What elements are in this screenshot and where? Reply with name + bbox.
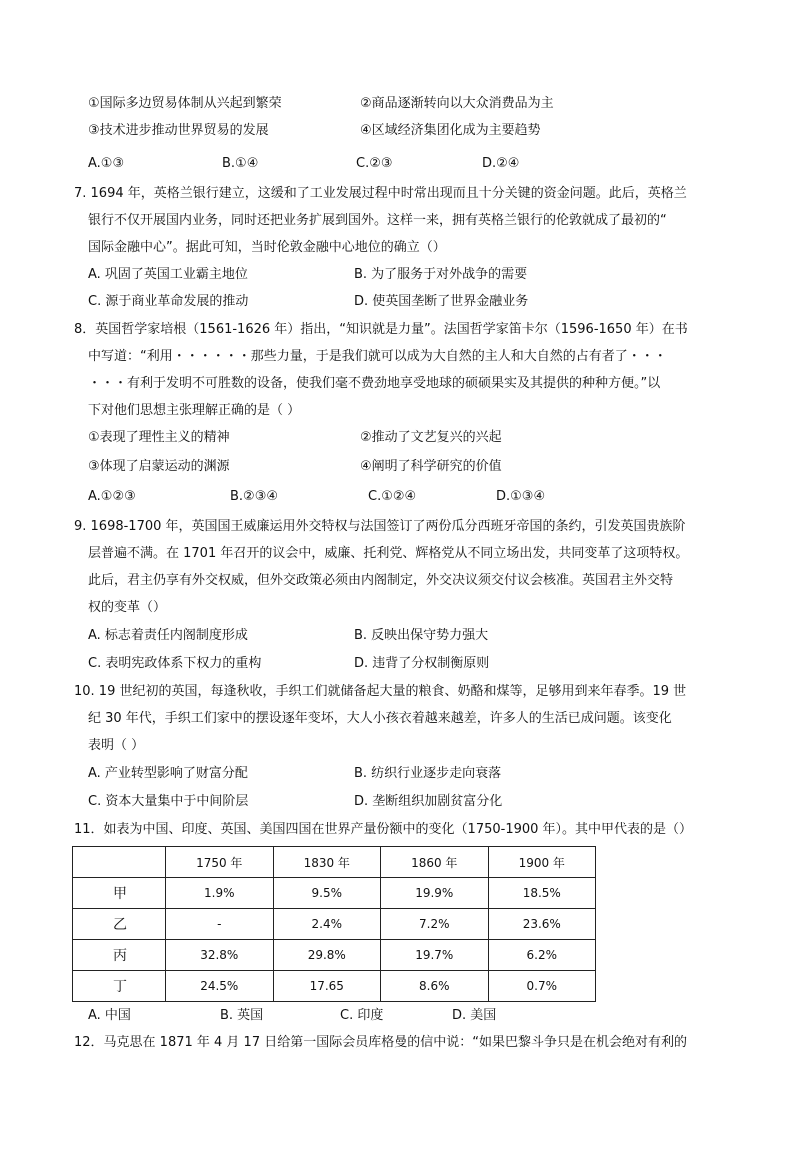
q9-line-3: 此后，君主仍享有外交权威，但外交政策必须由内阁制定，外交决议须交付议会核准。英国君主外交特 xyxy=(88,573,674,588)
q8-choice-b: B.②③④ xyxy=(230,489,279,504)
q6-item-1: ①国际多边贸易体制从兴起到繁荣 xyxy=(88,96,282,111)
q6-choice-d: D.②④ xyxy=(482,156,520,171)
table-cell: 19.7% xyxy=(381,940,489,971)
q10-choice-d: D. 垄断组织加剧贫富分化 xyxy=(354,794,503,809)
q8-line-2: 中写道：“利用・・・・・・那些力量，于是我们就可以成为大自然的主人和大自然的占有者了・・・ xyxy=(88,349,667,364)
q12-line: 12．马克思在 1871 年 4 月 17 日给第一国际会员库格曼的信中说：“如果巴黎斗争只是在机会绝对有利的 xyxy=(74,1035,687,1050)
table-row-label: 甲 xyxy=(73,878,166,909)
q8-item-2: ②推动了文艺复兴的兴起 xyxy=(360,430,502,445)
table-header-cell: 1750 年 xyxy=(166,847,274,878)
table-row-label: 丙 xyxy=(73,940,166,971)
q11-choice-a: A. 中国 xyxy=(88,1008,131,1023)
q8-item-3: ③体现了启蒙运动的渊源 xyxy=(88,459,230,474)
table-row xyxy=(73,940,596,971)
table-cell: 32.8% xyxy=(166,940,274,971)
q11-choice-b: B. 英国 xyxy=(220,1008,264,1023)
table-cell: - xyxy=(166,909,274,940)
q6-choice-b: B.①④ xyxy=(222,156,259,171)
table-row xyxy=(73,878,596,909)
q9-choice-b: B. 反映出保守势力强大 xyxy=(354,628,489,643)
table-cell: 1.9% xyxy=(166,878,274,909)
q7-line-1: 7. 1694 年，英格兰银行建立，这缓和了工业发展过程中时常出现而且十分关键的资金问题。此后，英格兰 xyxy=(74,186,687,201)
table-cell: 24.5% xyxy=(166,971,274,1002)
table-cell: 8.6% xyxy=(381,971,489,1002)
table-row xyxy=(73,971,596,1002)
q8-item-1: ①表现了理性主义的精神 xyxy=(88,430,230,445)
q10-line-3: 表明（ ） xyxy=(88,738,145,753)
q7-choice-d: D. 使英国垄断了世界金融业务 xyxy=(354,294,529,309)
q11-choice-d: D. 美国 xyxy=(452,1008,497,1023)
table-cell: 0.7% xyxy=(488,971,596,1002)
table-header-cell: 1860 年 xyxy=(381,847,489,878)
table-row-label: 乙 xyxy=(73,909,166,940)
table-cell: 23.6% xyxy=(488,909,596,940)
q10-line-1: 10. 19 世纪初的英国，每逢秋收，手织工们就储备起大量的粮食、奶酪和煤等，足够用到来年春季。19 世 xyxy=(74,684,687,699)
table-header-cell xyxy=(73,847,166,878)
q8-line-4: 下对他们思想主张理解正确的是（ ） xyxy=(88,403,301,418)
table-row xyxy=(73,909,596,940)
q9-line-4: 权的变革（） xyxy=(88,600,167,615)
q8-line-1: 8．英国哲学家培根（1561-1626 年）指出，“知识就是力量”。法国哲学家笛卡尔（1596-1650 年）在书 xyxy=(74,322,688,337)
q7-line-2: 银行不仅开展国内业务，同时还把业务扩展到国外。这样一来，拥有英格兰银行的伦敦就成了最初的“ xyxy=(88,213,667,228)
q11-line: 11．如表为中国、印度、英国、美国四国在世界产量份额中的变化（1750-1900 年）。其中甲代表的是（） xyxy=(74,822,693,837)
table-cell: 7.2% xyxy=(381,909,489,940)
q10-choice-a: A. 产业转型影响了财富分配 xyxy=(88,766,248,781)
table-row-label: 丁 xyxy=(73,971,166,1002)
q9-choice-d: D. 违背了分权制衡原则 xyxy=(354,656,490,671)
table-cell: 19.9% xyxy=(381,878,489,909)
table-header-cell: 1830 年 xyxy=(273,847,381,878)
q7-choice-c: C. 源于商业革命发展的推动 xyxy=(88,294,249,309)
q8-line-3: ・・・有利于发明不可胜数的设备，使我们毫不费劲地享受地球的硕硕果实及其提供的种种方便。”以 xyxy=(88,376,661,391)
q8-choice-a: A.①②③ xyxy=(88,489,136,504)
q8-item-4: ④阐明了科学研究的价值 xyxy=(360,459,502,474)
table-cell: 2.4% xyxy=(273,909,381,940)
q6-choice-a: A.①③ xyxy=(88,156,125,171)
q10-line-2: 纪 30 年代，手织工们家中的摆设逐年变坏，大人小孩衣着越来越差，许多人的生活已成问题。该变化 xyxy=(88,711,672,726)
q6-choice-c: C.②③ xyxy=(356,156,393,171)
table-cell: 17.65 xyxy=(273,971,381,1002)
q7-choice-a: A. 巩固了英国工业霸主地位 xyxy=(88,267,248,282)
q9-line-2: 层普遍不满。在 1701 年召开的议会中，威廉、托利党、辉格党从不同立场出发，共同变革了这项特权。 xyxy=(88,546,689,561)
q6-item-4: ④区域经济集团化成为主要趋势 xyxy=(360,123,541,138)
q11-choice-c: C. 印度 xyxy=(340,1008,384,1023)
q9-choice-c: C. 表明宪政体系下权力的重构 xyxy=(88,656,262,671)
q6-item-2: ②商品逐渐转向以大众消费品为主 xyxy=(360,96,554,111)
q10-choice-b: B. 纺织行业逐步走向衰落 xyxy=(354,766,502,781)
table-header-cell: 1900 年 xyxy=(488,847,596,878)
q7-line-3: 国际金融中心”。据此可知，当时伦敦金融中心地位的确立（） xyxy=(88,240,446,255)
q10-choice-c: C. 资本大量集中于中间阶层 xyxy=(88,794,249,809)
table-cell: 29.8% xyxy=(273,940,381,971)
table-header-row xyxy=(73,847,596,878)
q9-choice-a: A. 标志着责任内阁制度形成 xyxy=(88,628,248,643)
q8-choice-c: C.①②④ xyxy=(368,489,417,504)
q8-choice-d: D.①③④ xyxy=(496,489,546,504)
table-cell: 6.2% xyxy=(488,940,596,971)
q9-line-1: 9. 1698-1700 年，英国国王威廉运用外交特权与法国签订了两份瓜分西班牙帝国的条约，引发英国贵族阶 xyxy=(74,519,686,534)
table-cell: 9.5% xyxy=(273,878,381,909)
q7-choice-b: B. 为了服务于对外战争的需要 xyxy=(354,267,528,282)
table-cell: 18.5% xyxy=(488,878,596,909)
production-share-table xyxy=(72,846,596,1002)
q6-item-3: ③技术进步推动世界贸易的发展 xyxy=(88,123,269,138)
